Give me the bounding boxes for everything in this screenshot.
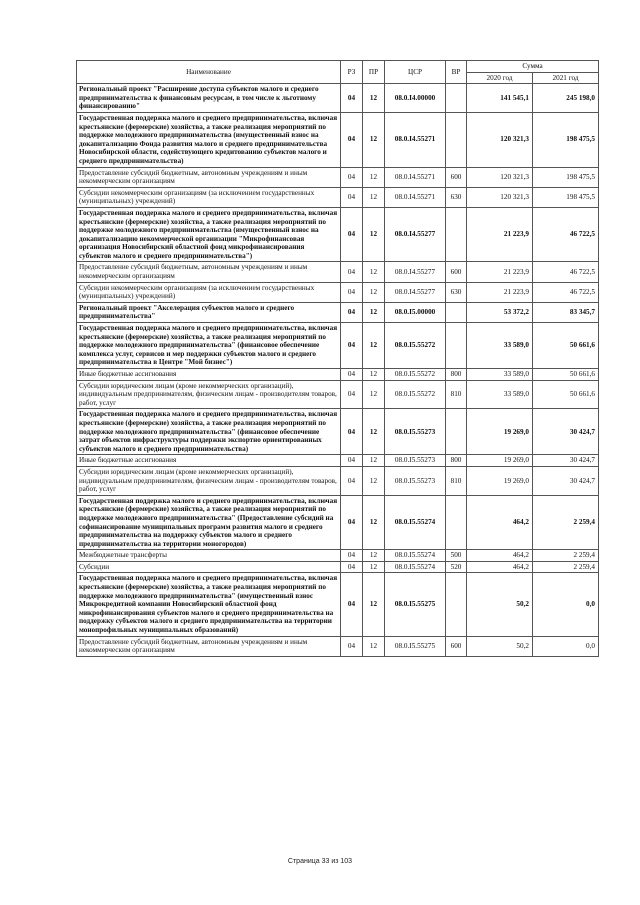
cell-y2021: 0,0 [533,636,599,656]
cell-pr: 12 [363,282,385,302]
cell-vr [446,112,467,167]
cell-vr: 520 [446,561,467,573]
cell-name: Межбюджетные трансферты [77,550,341,562]
cell-vr: 800 [446,369,467,381]
cell-y2020: 50,2 [467,573,533,636]
header-2021: 2021 год [533,72,599,84]
cell-y2021: 2 259,4 [533,550,599,562]
cell-csr: 08.0.I4.55277 [385,282,446,302]
cell-y2020: 33 589,0 [467,369,533,381]
table-row [77,409,599,455]
header-csr: ЦСР [385,61,446,84]
cell-csr: 08.0.I5.00000 [385,302,446,322]
cell-rz: 04 [341,187,363,207]
cell-y2020: 19 269,0 [467,466,533,495]
table-row [77,282,599,302]
cell-csr: 08.0.I4.55277 [385,262,446,282]
cell-pr: 12 [363,466,385,495]
cell-pr: 12 [363,323,385,369]
table-row [77,167,599,187]
cell-rz: 04 [341,369,363,381]
cell-rz: 04 [341,466,363,495]
cell-y2020: 21 223,9 [467,262,533,282]
cell-name: Предоставление субсидий бюджетным, автономным учреждениям и иным некоммерческим организациям [77,636,341,656]
budget-table [76,60,599,657]
cell-y2020: 464,2 [467,495,533,550]
cell-pr: 12 [363,636,385,656]
cell-vr [446,495,467,550]
page-footer: Страница 33 из 103 [287,858,353,865]
table-row [77,455,599,467]
table-row [77,380,599,409]
cell-rz: 04 [341,380,363,409]
cell-csr: 08.0.I5.55275 [385,573,446,636]
cell-y2021: 46 722,5 [533,282,599,302]
cell-csr: 08.0.I4.55271 [385,112,446,167]
cell-pr: 12 [363,84,385,113]
header-sum: Сумма [467,61,599,73]
cell-y2020: 19 269,0 [467,409,533,455]
cell-name: Субсидии [77,561,341,573]
cell-pr: 12 [363,112,385,167]
cell-y2020: 120 321,3 [467,167,533,187]
cell-y2021: 198 475,5 [533,112,599,167]
cell-csr: 08.0.I5.55274 [385,561,446,573]
cell-y2020: 464,2 [467,550,533,562]
cell-rz: 04 [341,112,363,167]
cell-csr: 08.0.I5.55273 [385,409,446,455]
cell-y2021: 198 475,5 [533,167,599,187]
cell-pr: 12 [363,167,385,187]
cell-y2021: 46 722,5 [533,262,599,282]
cell-csr: 08.0.I5.55275 [385,636,446,656]
table-row [77,466,599,495]
cell-rz: 04 [341,323,363,369]
cell-vr: 600 [446,262,467,282]
cell-name: Государственная поддержка малого и среднего предпринимательства, включая крестьянские (фермерские) хозяйства, а также реализация мероприятий по поддержке молодежного предпринимательства" (имущественный взнос Микрокредитной компании Новосибирский областной фонд микрофинансирования субъектов малого и среднего предпринимательства на поддержку субъектов малого и среднего предпринимательства на территории монопрофильных муниципальных образований) [77,573,341,636]
table-row [77,636,599,656]
cell-rz: 04 [341,167,363,187]
table-row [77,495,599,550]
cell-y2021: 50 661,6 [533,323,599,369]
cell-name: Субсидии юридическим лицам (кроме некоммерческих организаций), индивидуальным предпринимателям, физическим лицам - производителям товаров, работ, услуг [77,380,341,409]
cell-vr: 600 [446,167,467,187]
table-row [77,187,599,207]
cell-pr: 12 [363,561,385,573]
cell-name: Государственная поддержка малого и среднего предпринимательства, включая крестьянские (фермерские) хозяйства, а также реализация мероприятий по поддержке молодежного предпринимательства" (финансовое обеспечение затрат объектов инфраструктуры поддержки экспортно ориентированных субъектов малого и среднего предпринимательства) [77,409,341,455]
cell-y2021: 30 424,7 [533,455,599,467]
cell-name: Иные бюджетные ассигнования [77,455,341,467]
cell-y2020: 19 269,0 [467,455,533,467]
cell-name: Иные бюджетные ассигнования [77,369,341,381]
cell-vr [446,84,467,113]
cell-pr: 12 [363,455,385,467]
cell-csr: 08.0.I5.55274 [385,495,446,550]
cell-name: Государственная поддержка малого и среднего предпринимательства, включая крестьянские (фермерские) хозяйства, а также реализация мероприятий по поддержке молодежного предпринимательства (имущественный взнос на докапитализацию некоммерческой организации "Микрофинансовая организация Новосибирский областной фонд микрофинансирования субъектов малого и среднего предпринимательства") [77,207,341,262]
table-row [77,207,599,262]
cell-pr: 12 [363,550,385,562]
header-2020: 2020 год [467,72,533,84]
cell-name: Региональный проект "Акселерация субъектов малого и среднего предпринимательства" [77,302,341,322]
cell-csr: 08.0.I4.55277 [385,207,446,262]
cell-y2020: 21 223,9 [467,282,533,302]
table-row [77,323,599,369]
table-row [77,561,599,573]
cell-y2021: 30 424,7 [533,409,599,455]
table-row [77,550,599,562]
cell-csr: 08.0.I5.55272 [385,323,446,369]
cell-vr: 630 [446,187,467,207]
cell-csr: 08.0.I5.55272 [385,380,446,409]
cell-name: Государственная поддержка малого и среднего предпринимательства, включая крестьянские (фермерские) хозяйства, а также реализация мероприятий по поддержке молодежного предпринимательства" (Предоставление субсидий на софинансирование муниципальных программ развития малого и среднего предпринимательства на поддержку субъектов малого и среднего предпринимательства на территории моногородов) [77,495,341,550]
cell-vr: 630 [446,282,467,302]
cell-y2020: 50,2 [467,636,533,656]
cell-name: Субсидии некоммерческим организациям (за исключением государственных (муниципальных) учреждений) [77,187,341,207]
cell-vr: 810 [446,466,467,495]
cell-csr: 08.0.I4.55271 [385,167,446,187]
cell-rz: 04 [341,207,363,262]
cell-y2020: 464,2 [467,561,533,573]
cell-rz: 04 [341,262,363,282]
cell-name: Региональный проект "Расширение доступа субъектов малого и среднего предпринимательства к финансовым ресурсам, в том числе к льготному финансированию" [77,84,341,113]
cell-name: Государственная поддержка малого и среднего предпринимательства, включая крестьянские (фермерские) хозяйства, а также реализация мероприятий по поддержке молодежного предпринимательства" (финансовое обеспечение комплекса услуг, сервисов и мер поддержки субъектов малого и среднего предпринимательства в Центре "Мой бизнес") [77,323,341,369]
cell-y2021: 245 198,0 [533,84,599,113]
cell-y2021: 83 345,7 [533,302,599,322]
cell-y2021: 198 475,5 [533,187,599,207]
cell-vr [446,323,467,369]
cell-rz: 04 [341,495,363,550]
cell-csr: 08.0.I5.55273 [385,466,446,495]
cell-pr: 12 [363,302,385,322]
cell-rz: 04 [341,573,363,636]
cell-pr: 12 [363,409,385,455]
table-row [77,573,599,636]
cell-y2021: 30 424,7 [533,466,599,495]
cell-vr: 800 [446,455,467,467]
cell-rz: 04 [341,282,363,302]
table-row [77,262,599,282]
header-rz: РЗ [341,61,363,84]
table-row [77,302,599,322]
table-row [77,369,599,381]
budget-table-page [76,60,598,657]
cell-name: Государственная поддержка малого и среднего предпринимательства, включая крестьянские (фермерские) хозяйства, а также реализация мероприятий по поддержке молодежного предпринимательства (имущественный взнос на докапитализацию Фонда развития малого и среднего предпринимательства Новосибирской области, содействующего кредитованию субъектов малого и среднего предпринимательства) [77,112,341,167]
cell-name: Предоставление субсидий бюджетным, автономным учреждениям и иным некоммерческим организациям [77,167,341,187]
cell-rz: 04 [341,561,363,573]
cell-pr: 12 [363,495,385,550]
cell-csr: 08.0.I4.55271 [385,187,446,207]
cell-y2020: 21 223,9 [467,207,533,262]
cell-y2020: 53 372,2 [467,302,533,322]
cell-y2021: 0,0 [533,573,599,636]
cell-rz: 04 [341,302,363,322]
cell-y2021: 46 722,5 [533,207,599,262]
header-vr: ВР [446,61,467,84]
cell-vr [446,302,467,322]
cell-y2020: 120 321,3 [467,187,533,207]
header-pr: ПР [363,61,385,84]
cell-rz: 04 [341,636,363,656]
cell-vr [446,409,467,455]
cell-vr: 500 [446,550,467,562]
cell-csr: 08.0.I4.00000 [385,84,446,113]
table-row [77,112,599,167]
cell-name: Субсидии юридическим лицам (кроме некоммерческих организаций), индивидуальным предпринимателям, физическим лицам - производителям товаров, работ, услуг [77,466,341,495]
cell-rz: 04 [341,455,363,467]
cell-vr: 810 [446,380,467,409]
cell-vr [446,207,467,262]
cell-y2021: 2 259,4 [533,495,599,550]
cell-csr: 08.0.I5.55273 [385,455,446,467]
cell-pr: 12 [363,573,385,636]
cell-pr: 12 [363,262,385,282]
cell-pr: 12 [363,369,385,381]
table-row [77,84,599,113]
cell-y2020: 33 589,0 [467,380,533,409]
table-body [77,84,599,657]
cell-vr [446,573,467,636]
cell-y2021: 2 259,4 [533,561,599,573]
cell-name: Предоставление субсидий бюджетным, автономным учреждениям и иным некоммерческим организациям [77,262,341,282]
cell-pr: 12 [363,380,385,409]
cell-y2021: 50 661,6 [533,380,599,409]
cell-y2020: 120 321,3 [467,112,533,167]
cell-vr: 600 [446,636,467,656]
cell-y2020: 33 589,0 [467,323,533,369]
cell-y2021: 50 661,6 [533,369,599,381]
cell-pr: 12 [363,207,385,262]
cell-csr: 08.0.I5.55272 [385,369,446,381]
cell-rz: 04 [341,409,363,455]
cell-pr: 12 [363,187,385,207]
cell-rz: 04 [341,84,363,113]
header-name: Наименование [77,61,341,84]
cell-name: Субсидии некоммерческим организациям (за исключением государственных (муниципальных) учреждений) [77,282,341,302]
cell-y2020: 141 545,1 [467,84,533,113]
cell-csr: 08.0.I5.55274 [385,550,446,562]
cell-rz: 04 [341,550,363,562]
